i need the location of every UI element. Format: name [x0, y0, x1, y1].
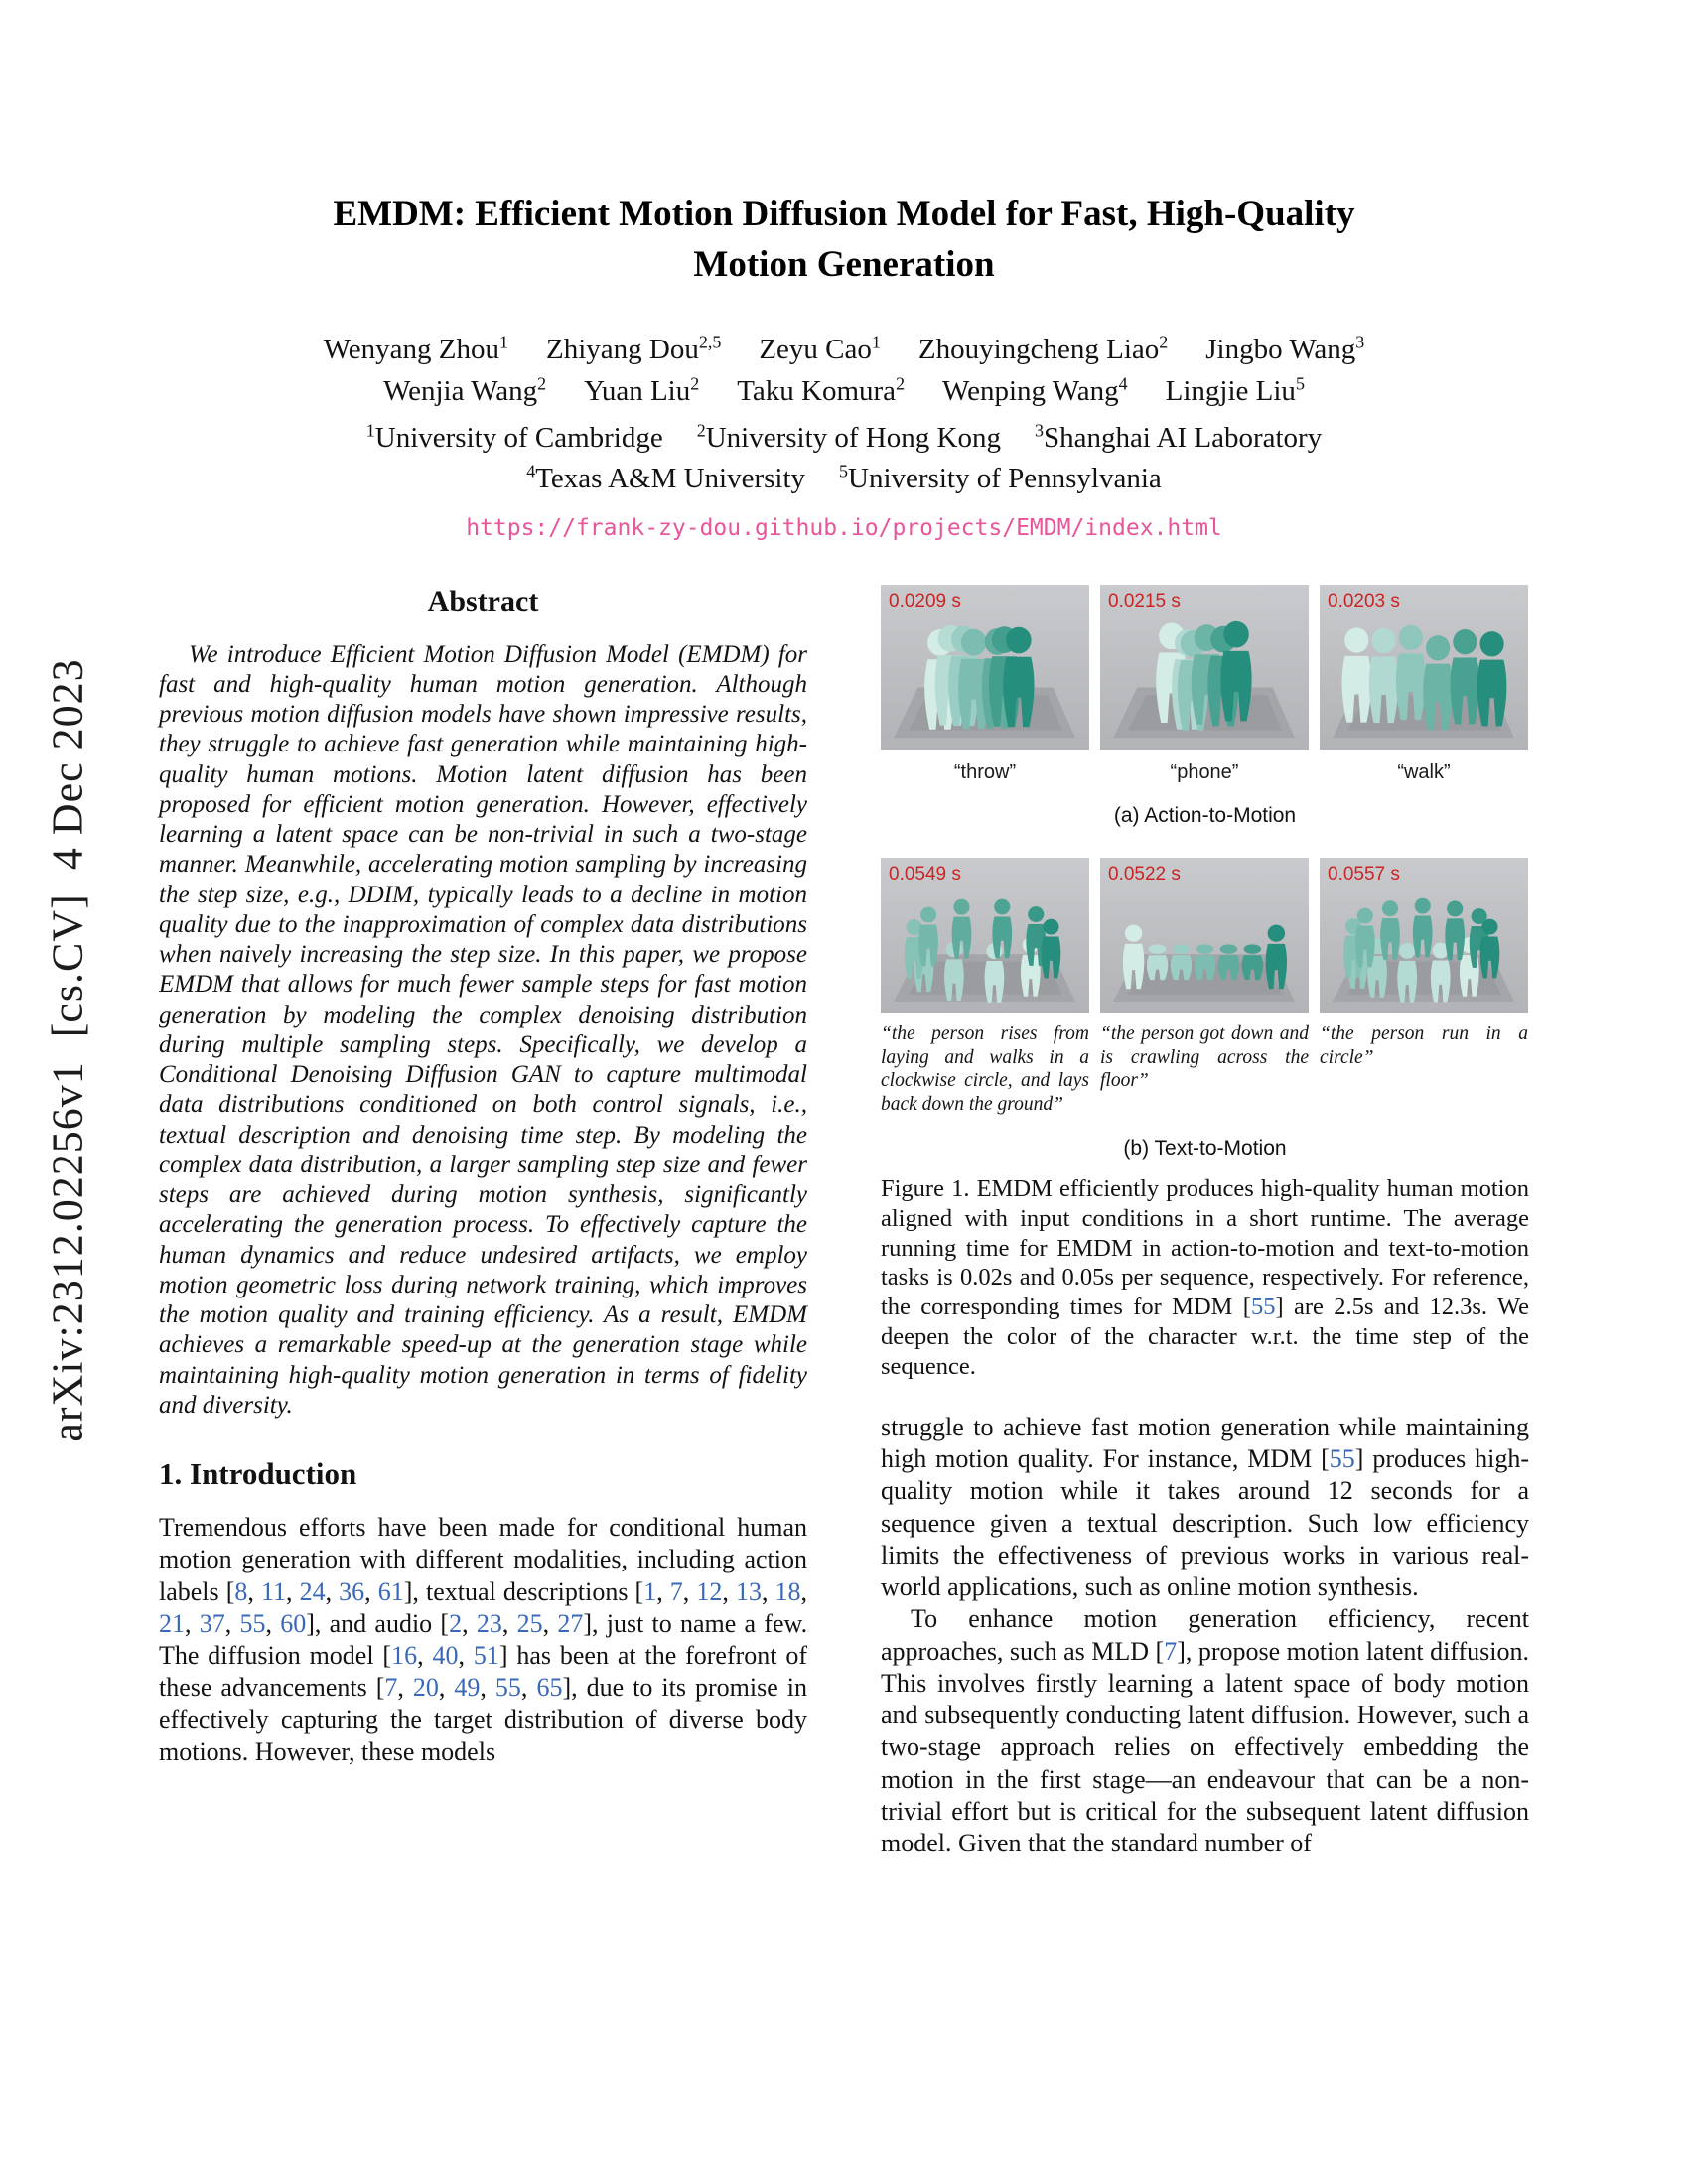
left-column: [159, 585, 807, 1860]
affiliations-row-2: [159, 461, 1529, 495]
motion-image: [1100, 585, 1309, 750]
author-name: Zhiyang Dou$^{2,5}$: [546, 332, 722, 365]
citation-link[interactable]: 12: [696, 1576, 723, 1606]
citation-link[interactable]: 55: [1250, 1294, 1276, 1321]
author-affiliation-mark: 2,5: [698, 332, 722, 352]
authors-row-1: [159, 332, 1529, 366]
citation-link[interactable]: 16: [391, 1641, 418, 1671]
affiliation: $^5$University of Pennsylvania: [839, 461, 1162, 494]
project-url-link[interactable]: https://frank-zy-dou.github.io/projects/EMDM/index.html: [466, 514, 1222, 541]
author-affiliation-mark: 2: [896, 373, 906, 394]
citation-link[interactable]: 25: [516, 1608, 543, 1638]
subfigure-caption-b: (b) Text-to-Motion: [1123, 1136, 1287, 1160]
affiliation-mark: 4: [526, 461, 536, 481]
citation-link[interactable]: 55: [494, 1673, 521, 1703]
abstract-text: We introduce Efficient Motion Diffusion Model (EMDM) for fast and high-quality human motion generation. Although previous motion diffusion models have shown impressive results, they struggle to achieve fast generation while maintaining high-quality human motions. Motion latent diffusion has been proposed for efficient motion generation. However, effectively learning a latent space can be non-trivial in such a two-stage manner. Meanwhile, accelerating motion sampling by increasing the step size, e.g., DDIM, typically leads to a decline in motion quality due to the inapproximation of complex data distributions when naively increasing the step size. In this paper, we propose EMDM that allows for much fewer sample steps for fast motion generation by modeling the complex denoising distribution during multiple sampling steps. Specifically, we develop a Conditional Denoising Diffusion GAN to capture multimodal data distributions conditioned on both control signals, i.e., textual description and denoising time step. By modeling the complex data distribution, a larger sampling step size and fewer steps are achieved during motion synthesis, significantly accelerating the generation process. To effectively capture the human dynamics and reduce undesired artifacts, we employ motion geometric loss during network training, which improves the motion quality and training efficiency. As a result, EMDM achieves a remarkable speed-up at the generation stage while maintaining high-quality motion generation in terms of fidelity and diversity.: [159, 640, 807, 1419]
figure-panel: [1100, 858, 1309, 1093]
title-line-1: EMDM: Efficient Motion Diffusion Model for Fast, High-Quality: [333, 194, 1355, 234]
citation-link[interactable]: 23: [476, 1608, 502, 1638]
right-column: [881, 585, 1529, 1860]
author-name: Yuan Liu$^2$: [584, 373, 700, 408]
affiliation-mark: 1: [365, 420, 375, 441]
citation-link[interactable]: 13: [735, 1576, 762, 1606]
citation-link[interactable]: 20: [412, 1673, 439, 1703]
figure-panel: [881, 858, 1089, 1117]
timing-label: 0.0522 s: [1108, 863, 1181, 885]
paper-content: [159, 0, 1529, 1859]
motion-image: [1100, 858, 1309, 1013]
author-name: Zhouyingcheng Liao$^2$: [917, 332, 1169, 365]
citation-link[interactable]: 24: [299, 1576, 326, 1606]
prompt-text: “the person run in a circle”: [1320, 1023, 1528, 1068]
introduction-paragraph: Tremendous efforts have been made for conditional human motion generation with different modalities, including action labels [8, 11, 24, 36, 61], textual descriptions [1, 7, 12, 13, 18, 21, 37, 55, 60], and audio [2, 23, 25, 27], just to name a few. The diffusion model [16, 40, 51] has been at the forefront of these advancements [7, 20, 49, 55, 65], due to its promise in effectively capturing the target distribution of diverse body motions. However, these models: [159, 1513, 808, 1766]
citation-link[interactable]: 55: [1329, 1444, 1355, 1474]
prompt-text: “the person rises from laying and walks in a clockwise circle, and lays back down the ground”: [881, 1023, 1089, 1116]
author-affiliation-mark: 4: [1118, 373, 1128, 394]
figure-panel: [881, 585, 1089, 784]
author-name: Zeyu Cao$^1$: [759, 332, 881, 365]
figure-row-a: [881, 585, 1529, 784]
affiliations-row-1: [159, 420, 1529, 455]
abstract-heading: Abstract: [427, 584, 539, 617]
citation-link[interactable]: 65: [536, 1673, 563, 1703]
author-affiliation-mark: 3: [1355, 332, 1365, 352]
author-affiliation-mark: 5: [1295, 373, 1305, 394]
author-name: Wenyang Zhou$^1$: [323, 332, 508, 365]
title-line-2: Motion Generation: [693, 244, 995, 286]
action-label: “throw”: [953, 760, 1017, 783]
citation-link[interactable]: 7: [1164, 1636, 1178, 1666]
motion-image: [1320, 585, 1528, 750]
authors-row-2: [159, 374, 1529, 409]
body-paragraph-1: struggle to achieve fast motion generation while maintaining high motion quality. For instance, MDM [55] produces high-quality motion while it takes around 12 seconds for a sequence given a textual description. Such low efficiency limits the effectiveness of previous works in various real-world applications, such as online motion synthesis.: [881, 1412, 1529, 1602]
affiliation: $^3$Shanghai AI Laboratory: [1034, 420, 1323, 455]
author-affiliation-mark: 2: [1159, 332, 1169, 352]
figure-row-b: [881, 858, 1529, 1117]
citation-link[interactable]: 2: [449, 1608, 463, 1638]
citation-link[interactable]: 60: [280, 1608, 307, 1638]
citation-link[interactable]: 21: [159, 1608, 185, 1638]
author-affiliation-mark: 1: [499, 332, 508, 352]
citation-link[interactable]: 49: [454, 1673, 481, 1703]
affiliation-mark: 5: [839, 461, 849, 481]
author-name: Wenjia Wang$^2$: [383, 373, 547, 408]
project-url-line: [159, 515, 1529, 541]
affiliation-mark: 3: [1034, 420, 1044, 441]
motion-image: [881, 585, 1089, 750]
citation-link[interactable]: 37: [199, 1608, 225, 1638]
affiliation: $^2$University of Hong Kong: [696, 420, 1001, 455]
author-affiliation-mark: 1: [871, 332, 881, 352]
section-heading-introduction: 1. Introduction: [159, 1456, 357, 1492]
citation-link[interactable]: 1: [643, 1576, 657, 1606]
body-paragraph-2: To enhance motion generation efficiency, recent approaches, such as MLD [7], propose motion latent diffusion. This involves firstly learning a latent space of body motion and subsequently conducting latent diffusion. However, such a two-stage approach relies on effectively embedding the motion in the first stage—an endeavour that can be a non-trivial effort but is critical for the subsequent latent diffusion model. Given that the standard number of: [881, 1604, 1529, 1858]
timing-label: 0.0215 s: [1108, 590, 1181, 612]
timing-label: 0.0209 s: [889, 590, 961, 612]
affiliation: $^4$Texas A&M University: [526, 461, 806, 494]
citation-link[interactable]: 11: [260, 1576, 287, 1606]
figure-panel: [1320, 858, 1528, 1070]
timing-label: 0.0557 s: [1328, 863, 1400, 885]
citation-link[interactable]: 51: [473, 1641, 499, 1671]
author-name: Jingbo Wang$^3$: [1205, 332, 1365, 365]
timing-label: 0.0203 s: [1328, 590, 1400, 612]
author-affiliation-mark: 2: [537, 373, 547, 394]
prompt-text: “the person got down and is crawling across the floor”: [1100, 1023, 1309, 1092]
author-name: Taku Komura$^2$: [737, 373, 906, 408]
citation-link[interactable]: 40: [432, 1641, 459, 1671]
action-label: “walk”: [1397, 760, 1451, 783]
arxiv-watermark: arXiv:2312.02256v1 [cs.CV] 4 Dec 2023: [43, 658, 92, 1442]
citation-link[interactable]: 8: [234, 1576, 248, 1606]
motion-image: [881, 858, 1089, 1013]
two-column-body: [159, 585, 1529, 1860]
affiliation: $^1$University of Cambridge: [365, 420, 663, 455]
citation-link[interactable]: 7: [384, 1673, 398, 1703]
timing-label: 0.0549 s: [889, 863, 961, 885]
citation-link[interactable]: 61: [377, 1576, 404, 1606]
figure1-caption: Figure 1. EMDM efficiently produces high-quality human motion aligned with input conditions in a short runtime. The average running time for EMDM in action-to-motion and text-to-motion tasks is 0.02s and 0.05s per sequence, respectively. For reference, the corresponding times for MDM [55] are 2.5s and 12.3s. We deepen the color of the character w.r.t. the time step of the sequence.: [881, 1174, 1530, 1381]
action-label: “phone”: [1170, 760, 1239, 783]
citation-link[interactable]: 18: [774, 1576, 801, 1606]
affiliation-mark: 2: [696, 420, 706, 441]
citation-link[interactable]: 7: [669, 1576, 683, 1606]
author-affiliation-mark: 2: [690, 373, 700, 394]
citation-link[interactable]: 27: [557, 1608, 584, 1638]
figure-panel: [1320, 585, 1528, 784]
citation-link[interactable]: 36: [339, 1576, 365, 1606]
motion-image: [1320, 858, 1528, 1013]
subfigure-caption-a: (a) Action-to-Motion: [1113, 803, 1297, 827]
paper-title: [159, 189, 1529, 290]
figure-panel: [1100, 585, 1309, 784]
author-name: Lingjie Liu$^5$: [1165, 373, 1305, 408]
citation-link[interactable]: 55: [239, 1608, 266, 1638]
author-name: Wenping Wang$^4$: [942, 373, 1128, 408]
